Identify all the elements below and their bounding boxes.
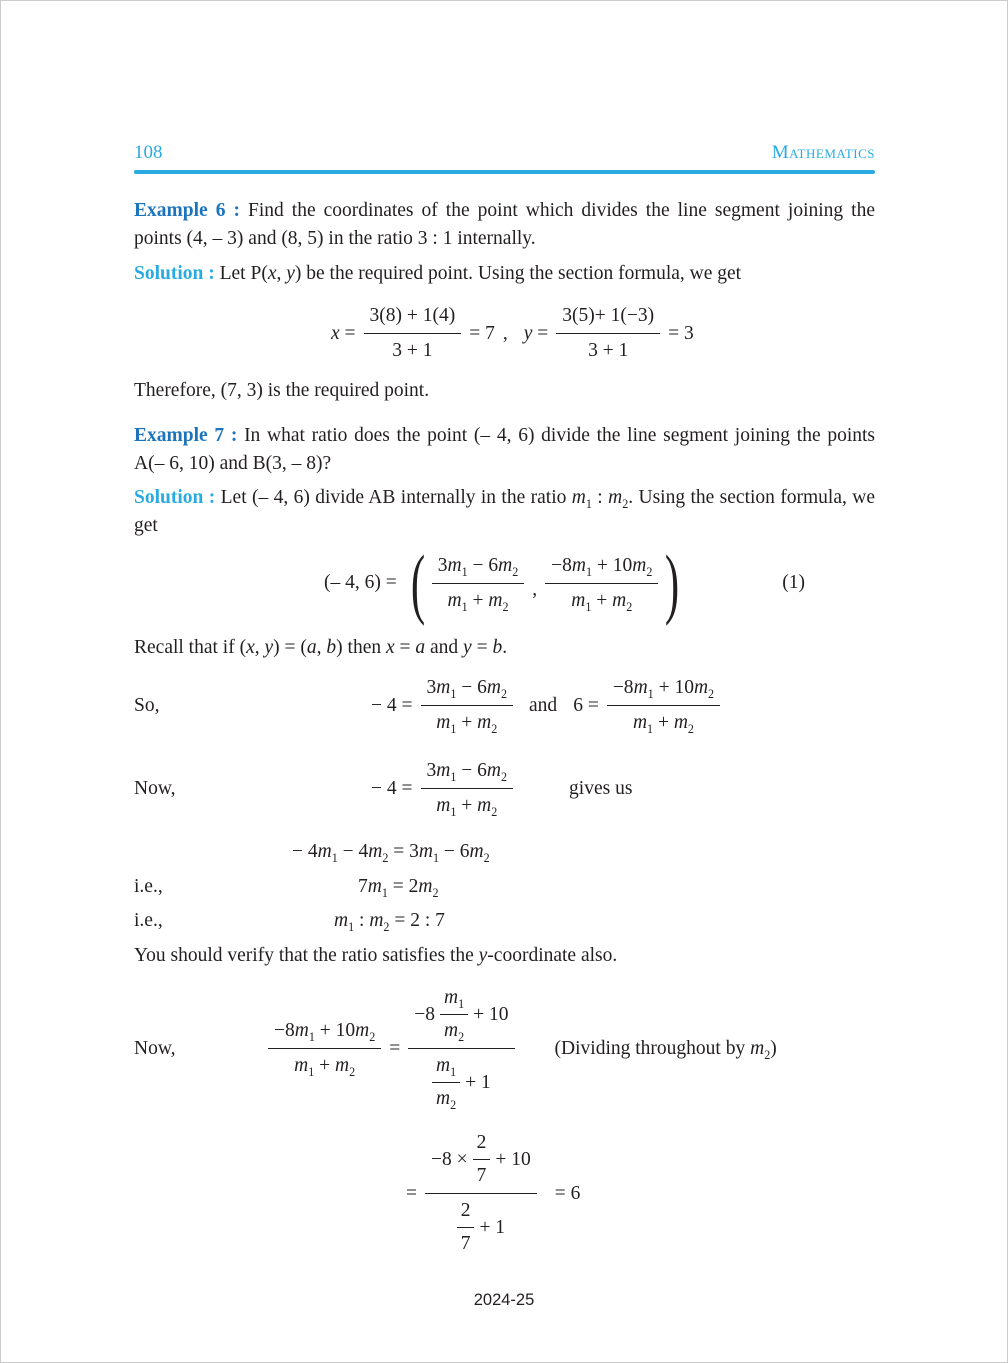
- divide-right-denominator: [426, 1049, 497, 1113]
- dividing-note: [555, 1035, 777, 1063]
- recall-text-2: then: [342, 637, 386, 658]
- so-fraction-x-denominator: $m_1 + m_2$: [436, 712, 498, 736]
- verify-math-y: y: [478, 945, 488, 966]
- eq-x-lhs: x =: [331, 322, 356, 344]
- final-numerator: [425, 1129, 537, 1194]
- final-den-post: + 1: [479, 1216, 506, 1238]
- solution6-text-post: ) be the required point. Using the section formula, we get: [294, 263, 742, 284]
- so-fraction-y: [607, 674, 720, 737]
- eq-y-result: = 3: [668, 322, 694, 344]
- example7-paragraph: [134, 422, 875, 478]
- step3-label: i.e.,: [134, 910, 163, 931]
- solution7-text-pre: Let (– 4, 6) divide AB internally in the ratio: [220, 487, 572, 508]
- equation-1: [134, 539, 875, 626]
- recall-math-3: y = b: [463, 637, 503, 658]
- final-inner-bottom-denominator: 7: [460, 1233, 471, 1254]
- divide-equation-row: [134, 984, 875, 1113]
- inner-fraction-m1-m2-top: [440, 984, 468, 1045]
- running-head-subject: Mathematics: [771, 142, 875, 163]
- so-label: So,: [134, 694, 160, 716]
- verify-text-2: -coordinate also.: [487, 945, 618, 966]
- display-equation-section-formula: [134, 302, 875, 365]
- now-equation-row: [134, 757, 875, 820]
- example6-text: Find the coordinates of the point which divides the line segment joining the points (4, – 3) and (8, 5) in the ratio 3 : 1 internally.: [134, 200, 876, 249]
- big-open-paren: (: [410, 539, 425, 626]
- example6-label: Example 6 :: [134, 200, 240, 221]
- solution7-paragraph: [134, 484, 875, 540]
- example7-text: In what ratio does the point (– 4, 6) divide the line segment joining the points A(– 6, 10) and B(3, – 8)?: [134, 425, 875, 474]
- footer-edition: 2024-25: [473, 1291, 535, 1309]
- so-and-text: and: [529, 694, 558, 716]
- divide-left-fraction: [268, 1017, 381, 1080]
- note-text-pre: (Dividing throughout by: [554, 1037, 751, 1059]
- divide-rnum-pre: −8: [414, 1003, 436, 1025]
- fraction-x-denominator: 3 + 1: [392, 340, 433, 361]
- gives-us-text: gives us: [569, 777, 633, 799]
- recall-math-1: (x, y) = (a, b): [239, 637, 343, 658]
- final-num-post: + 10: [495, 1148, 531, 1170]
- divide-rden-post: + 1: [465, 1071, 491, 1093]
- now-fraction-numerator: $3m_1 - 6m_2$: [421, 757, 514, 789]
- header-rule: [134, 170, 875, 174]
- now-eq-lhs: − 4 =: [371, 777, 413, 799]
- step1-equation-row: [134, 838, 875, 866]
- solution6-paragraph: [134, 260, 875, 288]
- example6-paragraph: [134, 197, 875, 253]
- recall-math-2: x = a: [385, 637, 426, 658]
- step1-equation: − $4m_1 - 4m_2 = 3m_1 - 6m_2$: [292, 841, 490, 865]
- example7-label: Example 7 :: [134, 425, 238, 446]
- fraction-y: [556, 302, 660, 365]
- equation-number: (1): [782, 572, 805, 593]
- recall-text-1: Recall that if: [134, 637, 240, 658]
- eq1-fraction-x-denominator: $m_1 + m_2$: [447, 589, 509, 614]
- final-num-pre: −8 ×: [431, 1148, 468, 1170]
- eq-x-result: = 7: [469, 322, 495, 344]
- final-fraction: [425, 1129, 537, 1258]
- eq1-fraction-y-numerator: $-8m_1 + 10m_2$: [545, 552, 658, 584]
- eq-separator-comma: ,: [502, 322, 508, 344]
- recall-paragraph: [134, 634, 875, 662]
- eq1-fraction-x-numerator: $3m_1 - 6m_2$: [432, 552, 525, 584]
- inner-bottom-denominator: $m_2$: [436, 1088, 457, 1112]
- verify-paragraph: [134, 942, 875, 970]
- fraction-y-numerator: 3(5)+ 1(−3): [556, 302, 660, 334]
- now-fraction: [421, 757, 514, 820]
- recall-text-3: and: [425, 637, 464, 658]
- final-inner-bottom-numerator: 2: [457, 1197, 475, 1228]
- now-fraction-denominator: $m_1 + m_2$: [436, 795, 498, 819]
- step2-label: i.e.,: [134, 876, 163, 897]
- var-x: x: [267, 263, 277, 284]
- eq1-fraction-x: [432, 552, 525, 615]
- eq1-fraction-y: [545, 552, 658, 615]
- divide-left-numerator: $-8m_1 + 10m_2$: [268, 1017, 381, 1049]
- solution6-label: Solution :: [134, 263, 215, 284]
- final-equation-row: [134, 1129, 875, 1258]
- eq1-comma: ,: [532, 579, 538, 600]
- step2-equation-row: [134, 873, 875, 901]
- inner-top-numerator: $m_1$: [440, 984, 468, 1015]
- recall-text-4: .: [502, 637, 508, 658]
- divide-rnum-post: + 10: [473, 1003, 509, 1025]
- so-fraction-x: [421, 674, 514, 737]
- therefore-paragraph: Therefore, (7, 3) is the required point.: [134, 380, 430, 401]
- inner-fraction-m1-m2-bottom: [432, 1052, 460, 1113]
- big-close-paren: ): [665, 539, 680, 626]
- divide-left-denominator: $m_1 + m_2$: [294, 1055, 356, 1079]
- verify-text-1: You should verify that the ratio satisfies the: [134, 945, 479, 966]
- divide-now-label: Now,: [134, 1037, 176, 1059]
- solution7-text-post: . Using the section formula, we get: [134, 487, 876, 536]
- so-equation-row: [134, 674, 875, 737]
- eq1-fraction-y-denominator: $m_1 + m_2$: [571, 589, 633, 614]
- so-fraction-x-numerator: $3m_1 - 6m_2$: [421, 674, 514, 706]
- inner-fraction-2-7-top: [473, 1129, 491, 1190]
- so-eq-x-lhs: − 4 =: [371, 694, 413, 716]
- final-equals: =: [406, 1182, 417, 1204]
- fraction-x-numerator: 3(8) + 1(4): [364, 302, 462, 334]
- divide-equals: =: [389, 1037, 401, 1059]
- divide-right-numerator: [408, 984, 514, 1049]
- solution6-comma: ,: [276, 263, 287, 284]
- step3-equation-row: [134, 907, 875, 935]
- solution7-label: Solution :: [134, 487, 216, 508]
- so-eq-y-lhs: 6 =: [573, 694, 599, 716]
- step3-equation: $m_1$ : $m_2 = 2$ : 7: [334, 910, 445, 934]
- so-fraction-y-denominator: $m_1 + m_2$: [632, 712, 694, 736]
- running-head: [134, 139, 875, 167]
- ratio-m1-m2: $m_1$ : $m_2$: [571, 487, 629, 511]
- fraction-y-denominator: 3 + 1: [588, 340, 629, 361]
- final-denominator: [451, 1194, 511, 1258]
- inner-bottom-numerator: $m_1$: [432, 1052, 460, 1083]
- solution6-text-pre: Let P(: [219, 263, 268, 284]
- eq1-lhs: (– 4, 6) =: [324, 572, 397, 593]
- inner-top-denominator: $m_2$: [444, 1020, 465, 1044]
- so-fraction-y-numerator: $-8m_1 + 10m_2$: [607, 674, 720, 706]
- step2-equation: $7m_1 = 2m_2$: [358, 876, 439, 900]
- final-inner-top-denominator: 7: [476, 1165, 487, 1186]
- now-label: Now,: [134, 777, 176, 799]
- final-result: = 6: [554, 1182, 581, 1204]
- final-inner-top-numerator: 2: [473, 1129, 491, 1160]
- eq-y-lhs: y =: [523, 322, 549, 344]
- fraction-x: [364, 302, 462, 365]
- var-y: y: [286, 263, 295, 284]
- inner-fraction-2-7-bottom: [457, 1197, 475, 1258]
- divide-right-fraction: [408, 984, 514, 1113]
- note-text-post: ): [770, 1037, 777, 1059]
- page-number: 108: [134, 142, 163, 163]
- note-math-m2: $m_2$: [750, 1037, 771, 1062]
